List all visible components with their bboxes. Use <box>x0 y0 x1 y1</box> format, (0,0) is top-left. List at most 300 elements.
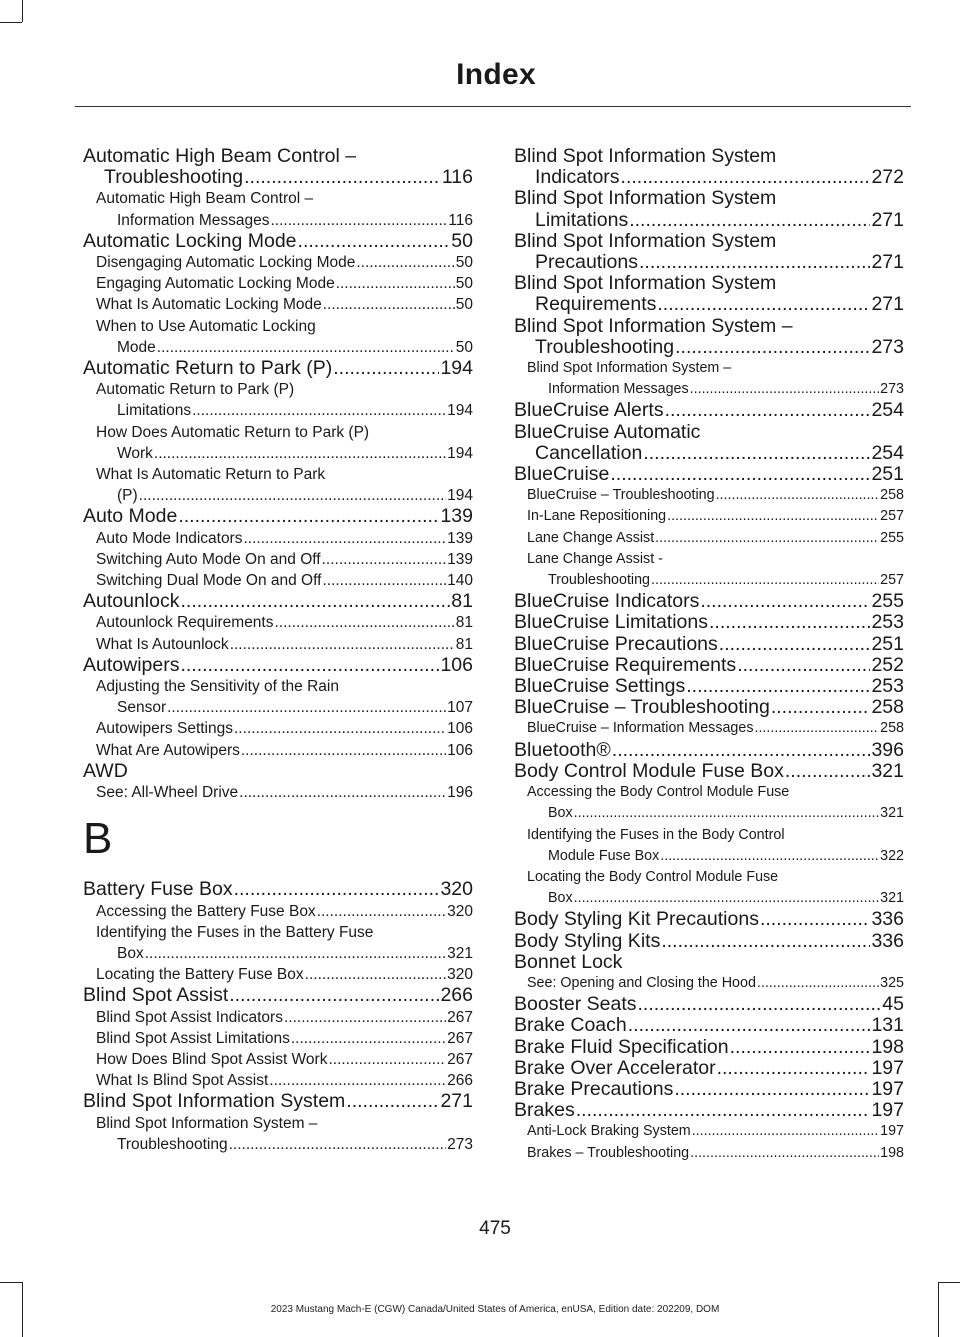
dot-leader <box>244 167 441 188</box>
page-reference[interactable]: 272 <box>871 166 904 189</box>
index-entry[interactable] <box>83 879 473 900</box>
index-entry[interactable] <box>514 422 904 464</box>
index-entry[interactable] <box>514 634 904 655</box>
entry-text: In-Lane Repositioning <box>527 508 667 525</box>
entry-text: Autounlock <box>83 590 180 613</box>
index-entry[interactable] <box>514 1037 904 1058</box>
page-reference[interactable]: 116 <box>441 166 473 189</box>
page-reference[interactable]: 273 <box>871 335 904 358</box>
entry-text: BlueCruise <box>514 463 610 486</box>
dot-leader <box>661 931 870 952</box>
page-reference[interactable]: 251 <box>871 463 904 486</box>
entry-text: Automatic Return to Park (P) <box>83 357 333 380</box>
page-reference[interactable]: 197 <box>871 1056 904 1079</box>
entry-text: Brake Fluid Specification <box>514 1035 729 1058</box>
page-reference[interactable]: 197 <box>880 1123 904 1140</box>
page-title: Index <box>456 58 536 91</box>
index-subentry[interactable] <box>514 358 904 400</box>
dot-leader <box>643 443 870 464</box>
index-entry[interactable] <box>514 909 904 930</box>
entry-text: Sensor <box>117 699 167 717</box>
page-reference[interactable]: 336 <box>871 929 904 952</box>
index-entry[interactable] <box>83 591 473 612</box>
index-entry[interactable] <box>514 761 904 782</box>
entry-text: Box <box>117 944 144 962</box>
dot-leader <box>674 1079 870 1100</box>
dot-leader <box>690 379 879 400</box>
dot-leader <box>145 943 446 964</box>
entry-text: Cancellation <box>535 441 643 464</box>
index-column-left <box>83 146 473 1155</box>
dot-leader <box>336 273 455 294</box>
dot-leader <box>628 1015 871 1036</box>
page-reference[interactable]: 271 <box>871 208 904 231</box>
entry-text: Body Styling Kit Precautions <box>514 908 759 931</box>
index-subentry[interactable] <box>514 867 904 909</box>
entry-text: Locating the Battery Fuse Box <box>96 966 304 984</box>
page-reference[interactable]: 139 <box>440 505 473 528</box>
dot-leader <box>298 231 451 252</box>
entry-text: Auto Mode Indicators <box>96 529 243 547</box>
dot-leader <box>639 252 870 273</box>
entry-text: Lane Change Assist - <box>527 550 663 567</box>
index-entry[interactable] <box>514 931 904 952</box>
dot-leader <box>323 294 455 315</box>
dot-leader <box>229 985 439 1006</box>
page-reference[interactable]: 325 <box>880 974 904 991</box>
entry-text: Brakes <box>514 1099 575 1122</box>
entry-text: BlueCruise Settings <box>514 675 686 698</box>
page-reference[interactable]: 257 <box>880 572 904 589</box>
page-reference[interactable]: 81 <box>455 614 473 632</box>
entry-text: BlueCruise Automatic <box>514 420 701 443</box>
entry-text: Troubleshooting <box>535 335 675 358</box>
page-reference[interactable]: 321 <box>447 944 473 962</box>
index-entry[interactable] <box>514 612 904 633</box>
index-subentry[interactable] <box>83 252 473 273</box>
index-entry[interactable] <box>514 316 904 358</box>
entry-text: Troubleshooting <box>104 166 244 189</box>
page-reference[interactable]: 251 <box>871 632 904 655</box>
page-reference[interactable]: 198 <box>880 1144 904 1161</box>
dot-leader <box>241 740 446 761</box>
dot-leader <box>305 964 446 985</box>
index-entry[interactable] <box>514 1058 904 1079</box>
page-reference[interactable]: 254 <box>871 399 904 422</box>
entry-text: Bluetooth® <box>514 738 611 761</box>
index-entry[interactable] <box>514 994 904 1015</box>
page-reference[interactable]: 273 <box>880 381 904 398</box>
index-subentry[interactable] <box>83 316 473 358</box>
dot-leader <box>317 901 446 922</box>
entry-text: Identifying the Fuses in the Body Control <box>527 826 785 843</box>
dot-leader <box>167 697 446 718</box>
dot-leader <box>665 400 871 421</box>
entry-text: BlueCruise – Troubleshooting <box>514 696 770 719</box>
index-entry[interactable] <box>514 740 904 761</box>
entry-text: What Is Blind Spot Assist <box>96 1072 269 1090</box>
page-reference[interactable]: 50 <box>455 275 473 293</box>
page-reference[interactable]: 139 <box>447 529 473 547</box>
page-reference[interactable]: 50 <box>455 338 473 356</box>
index-subentry[interactable] <box>514 718 904 739</box>
dot-leader <box>771 697 871 718</box>
index-subentry[interactable] <box>514 1143 904 1164</box>
entry-text: When to Use Automatic Locking <box>96 317 316 335</box>
index-column-right <box>514 146 904 1164</box>
index-entry[interactable] <box>514 655 904 676</box>
entry-text: Information Messages <box>117 211 270 229</box>
entry-text: Automatic High Beam Control – <box>83 145 357 167</box>
dot-leader <box>709 612 870 633</box>
entry-text: Blind Spot Information System <box>514 187 777 210</box>
entry-text: Body Styling Kits <box>514 929 661 952</box>
entry-text: BlueCruise Precautions <box>514 632 718 655</box>
entry-text: Anti-Lock Braking System <box>527 1123 691 1140</box>
index-subentry[interactable] <box>514 549 904 591</box>
index-subentry[interactable] <box>83 718 473 739</box>
index-subentry[interactable] <box>83 188 473 230</box>
page-reference[interactable]: 254 <box>871 441 904 464</box>
entry-text: Accessing the Body Control Module Fuse <box>527 784 790 801</box>
dot-leader <box>291 1028 446 1049</box>
dot-leader <box>154 443 446 464</box>
dot-leader <box>322 549 447 570</box>
entry-text: BlueCruise Indicators <box>514 590 700 613</box>
index-entry[interactable] <box>514 676 904 697</box>
page-reference[interactable]: 321 <box>880 890 904 907</box>
index-subentry[interactable] <box>83 549 473 570</box>
dot-leader <box>757 973 879 994</box>
dot-leader <box>655 528 879 549</box>
index-subentry[interactable] <box>514 528 904 549</box>
entry-text: AWD <box>83 759 128 782</box>
header-divider <box>75 106 911 107</box>
dot-leader <box>574 803 880 824</box>
index-subentry[interactable] <box>83 273 473 294</box>
index-subentry[interactable] <box>83 740 473 761</box>
entry-text: Battery Fuse Box <box>83 878 233 901</box>
dot-leader <box>717 1058 871 1079</box>
page-reference[interactable]: 106 <box>447 741 473 759</box>
index-subentry[interactable] <box>83 612 473 633</box>
page-reference[interactable]: 131 <box>871 1014 904 1037</box>
entry-text: Brake Coach <box>514 1014 627 1037</box>
entry-text: Accessing the Battery Fuse Box <box>96 902 316 920</box>
dot-leader <box>234 879 440 900</box>
index-entry[interactable] <box>83 358 473 379</box>
page-reference[interactable]: 139 <box>447 550 473 568</box>
page-reference[interactable]: 267 <box>447 1008 473 1026</box>
entry-text: What Are Autowipers <box>96 741 240 759</box>
entry-text: BlueCruise – Information Messages <box>527 720 754 737</box>
index-entry[interactable] <box>83 655 473 676</box>
entry-text: Auto Mode <box>83 505 178 528</box>
index-entry[interactable] <box>514 591 904 612</box>
index-entry[interactable] <box>83 146 473 188</box>
entry-text: Brakes – Troubleshooting <box>527 1144 690 1161</box>
index-entry[interactable] <box>514 273 904 315</box>
page-reference[interactable]: 197 <box>871 1099 904 1122</box>
entry-text: Automatic Locking Mode <box>83 229 297 252</box>
entry-text: See: All-Wheel Drive <box>96 784 239 802</box>
entry-text: Autowipers <box>83 653 180 676</box>
dot-leader <box>667 506 879 527</box>
page-reference[interactable]: 320 <box>440 878 473 901</box>
dot-leader <box>660 846 879 867</box>
entry-text: Automatic Return to Park (P) <box>96 381 295 399</box>
dot-leader <box>180 655 439 676</box>
page-reference[interactable]: 320 <box>447 966 473 984</box>
page-reference[interactable]: 116 <box>448 211 473 229</box>
page-reference[interactable]: 253 <box>871 675 904 698</box>
page-reference[interactable]: 267 <box>447 1029 473 1047</box>
entry-text: Blind Spot Information System <box>514 272 777 295</box>
index-entry[interactable] <box>83 231 473 252</box>
index-entry[interactable] <box>514 188 904 230</box>
page-reference[interactable]: 140 <box>447 572 473 590</box>
page-reference[interactable]: 81 <box>455 635 473 653</box>
entry-text: Brake Precautions <box>514 1077 674 1100</box>
entry-text: BlueCruise – Troubleshooting <box>527 487 715 504</box>
index-subentry[interactable] <box>83 422 473 464</box>
entry-text: See: Opening and Closing the Hood <box>527 974 756 991</box>
dot-leader <box>675 337 870 358</box>
index-entry[interactable] <box>83 506 473 527</box>
page-reference[interactable]: 258 <box>880 487 904 504</box>
page-reference[interactable]: 253 <box>871 611 904 634</box>
index-subentry[interactable] <box>83 782 473 803</box>
dot-leader <box>730 1037 871 1058</box>
index-subentry[interactable] <box>83 379 473 421</box>
page-reference[interactable]: 252 <box>871 653 904 676</box>
entry-text: Brake Over Accelerator <box>514 1056 716 1079</box>
dot-leader <box>275 612 455 633</box>
entry-text: Box <box>548 805 573 822</box>
page-reference[interactable]: 50 <box>451 229 473 252</box>
page-reference[interactable]: 336 <box>871 908 904 931</box>
dot-leader <box>574 888 880 909</box>
entry-text: What Is Autounlock <box>96 635 229 653</box>
page-reference[interactable]: 196 <box>447 784 473 802</box>
entry-text: Troubleshooting <box>548 572 650 589</box>
index-subentry[interactable] <box>83 634 473 655</box>
entry-text: BlueCruise Alerts <box>514 399 664 422</box>
index-entry[interactable] <box>514 400 904 421</box>
index-entry[interactable] <box>514 1079 904 1100</box>
page-number: 475 <box>479 1218 511 1239</box>
index-entry[interactable] <box>83 1091 473 1112</box>
entry-text: Requirements <box>535 293 657 316</box>
page-reference[interactable]: 194 <box>447 444 473 462</box>
dot-leader <box>234 718 446 739</box>
index-entry[interactable] <box>514 697 904 718</box>
page-reference[interactable]: 322 <box>880 847 904 864</box>
page-reference[interactable]: 258 <box>880 720 904 737</box>
index-subentry[interactable] <box>514 782 904 824</box>
index-subentry[interactable] <box>514 825 904 867</box>
index-entry[interactable] <box>514 952 904 973</box>
dot-leader <box>610 464 870 485</box>
index-subentry[interactable] <box>514 1121 904 1142</box>
dot-leader <box>737 655 870 676</box>
dot-leader <box>785 761 871 782</box>
page-reference[interactable]: 273 <box>447 1135 473 1153</box>
dot-leader <box>356 252 454 273</box>
page-reference[interactable]: 194 <box>447 487 473 505</box>
dot-leader <box>229 1134 447 1155</box>
page-reference[interactable]: 106 <box>440 653 473 676</box>
index-subentry[interactable] <box>514 506 904 527</box>
entry-text: Troubleshooting <box>117 1135 228 1153</box>
index-subentry[interactable] <box>83 464 473 506</box>
entry-text: Blind Spot Assist Limitations <box>96 1029 290 1047</box>
index-entry[interactable] <box>514 231 904 273</box>
entry-text: Module Fuse Box <box>548 847 660 864</box>
dot-leader <box>322 570 446 591</box>
dot-leader <box>576 1100 871 1121</box>
entry-text: What Is Automatic Return to Park <box>96 466 326 484</box>
dot-leader <box>612 740 871 761</box>
entry-text: Autounlock Requirements <box>96 614 274 632</box>
page-reference[interactable]: 396 <box>871 738 904 761</box>
dot-leader <box>621 167 871 188</box>
dot-leader <box>700 591 870 612</box>
entry-text: Blind Spot Assist Indicators <box>96 1008 283 1026</box>
page-reference[interactable]: 257 <box>880 508 904 525</box>
index-subentry[interactable] <box>83 570 473 591</box>
entry-text: Limitations <box>117 402 192 420</box>
page-reference[interactable]: 258 <box>871 696 904 719</box>
dot-leader <box>657 294 870 315</box>
page-reference[interactable]: 194 <box>440 357 473 380</box>
index-entry[interactable] <box>514 1015 904 1036</box>
index-subentry[interactable] <box>83 528 473 549</box>
page-reference[interactable]: 198 <box>871 1035 904 1058</box>
entry-text: How Does Blind Spot Assist Work <box>96 1050 328 1068</box>
page-reference[interactable]: 194 <box>447 402 473 420</box>
dot-leader <box>637 994 881 1015</box>
index-subentry[interactable] <box>83 901 473 922</box>
index-subentry[interactable] <box>83 1007 473 1028</box>
page-reference[interactable]: 81 <box>451 590 473 613</box>
entry-text: Body Control Module Fuse Box <box>514 759 784 782</box>
entry-text: Blind Spot Information System – <box>514 314 793 337</box>
dot-leader <box>716 485 880 506</box>
entry-text: Adjusting the Sensitivity of the Rain <box>96 678 339 696</box>
entry-text: Indicators <box>535 166 620 189</box>
dot-leader <box>651 570 879 591</box>
dot-leader <box>692 1121 879 1142</box>
crop-mark-top-left-v <box>22 0 23 22</box>
index-subentry[interactable] <box>83 294 473 315</box>
page-reference[interactable]: 106 <box>447 720 473 738</box>
index-subentry[interactable] <box>83 1028 473 1049</box>
entry-text: Precautions <box>535 251 638 274</box>
dot-leader <box>754 718 879 739</box>
page-reference[interactable]: 271 <box>871 293 904 316</box>
page-reference[interactable]: 197 <box>871 1077 904 1100</box>
index-subentry[interactable] <box>83 922 473 964</box>
entry-text: Disengaging Automatic Locking Mode <box>96 254 356 272</box>
dot-leader <box>230 634 455 655</box>
dot-leader <box>239 782 446 803</box>
entry-text: Box <box>548 890 573 907</box>
index-entry[interactable] <box>514 464 904 485</box>
entry-text: Identifying the Fuses in the Battery Fuse <box>96 923 374 941</box>
page-reference[interactable]: 45 <box>882 993 904 1016</box>
index-subentry[interactable] <box>83 1049 473 1070</box>
entry-text: Blind Spot Information System – <box>527 360 732 377</box>
entry-text: Work <box>117 444 153 462</box>
index-subentry[interactable] <box>83 1070 473 1091</box>
entry-text: Locating the Body Control Module Fuse <box>527 868 779 885</box>
entry-text: Limitations <box>535 208 629 231</box>
page-reference[interactable]: 271 <box>871 251 904 274</box>
page-reference[interactable]: 107 <box>447 699 473 717</box>
entry-text: Blind Spot Information System – <box>96 1114 318 1132</box>
dot-leader <box>760 909 870 930</box>
page-reference[interactable]: 255 <box>880 529 904 546</box>
dot-leader <box>690 1143 879 1164</box>
entry-text: Information Messages <box>548 381 689 398</box>
crop-mark-bottom-left-h <box>0 1282 22 1283</box>
page-reference[interactable]: 320 <box>447 902 473 920</box>
entry-text: Switching Auto Mode On and Off <box>96 550 321 568</box>
dot-leader <box>284 1007 446 1028</box>
dot-leader <box>719 634 871 655</box>
entry-text: Switching Dual Mode On and Off <box>96 572 322 590</box>
dot-leader <box>139 485 446 506</box>
index-subentry[interactable] <box>514 973 904 994</box>
dot-leader <box>157 337 455 358</box>
entry-text: Engaging Automatic Locking Mode <box>96 275 335 293</box>
index-subentry[interactable] <box>83 676 473 718</box>
entry-text: Blind Spot Information System <box>83 1090 346 1113</box>
section-letter: B <box>83 814 113 864</box>
page-reference[interactable]: 266 <box>447 1072 473 1090</box>
page-reference[interactable]: 267 <box>447 1050 473 1068</box>
entry-text: Automatic High Beam Control – <box>96 190 314 208</box>
index-subentry[interactable] <box>83 1113 473 1155</box>
page-reference[interactable]: 255 <box>871 590 904 613</box>
entry-text: How Does Automatic Return to Park (P) <box>96 423 370 441</box>
entry-text: Blind Spot Assist <box>83 984 229 1007</box>
crop-mark-top-left-h <box>0 22 22 23</box>
dot-leader <box>328 1049 446 1070</box>
entry-text: Blind Spot Information System <box>514 145 777 167</box>
index-entry[interactable] <box>83 985 473 1006</box>
page-reference[interactable]: 321 <box>871 759 904 782</box>
page-reference[interactable]: 50 <box>455 296 473 314</box>
entry-text: Mode <box>117 338 156 356</box>
page-reference[interactable]: 321 <box>880 805 904 822</box>
page-reference[interactable]: 50 <box>455 254 473 272</box>
index-entry[interactable] <box>514 146 904 188</box>
footer-edition-info: 2023 Mustang Mach-E (CGW) Canada/United States of America, enUSA, Edition date: 202209, DOM <box>270 1304 720 1315</box>
index-subentry[interactable] <box>83 964 473 985</box>
page-reference[interactable]: 266 <box>440 984 473 1007</box>
dot-leader <box>178 506 439 527</box>
index-subentry[interactable] <box>514 485 904 506</box>
entry-text: Bonnet Lock <box>514 950 623 973</box>
page-reference[interactable]: 271 <box>440 1090 473 1113</box>
dot-leader <box>180 591 450 612</box>
dot-leader <box>346 1091 439 1112</box>
dot-leader <box>686 676 870 697</box>
index-entry[interactable] <box>83 761 473 782</box>
index-entry[interactable] <box>514 1100 904 1121</box>
